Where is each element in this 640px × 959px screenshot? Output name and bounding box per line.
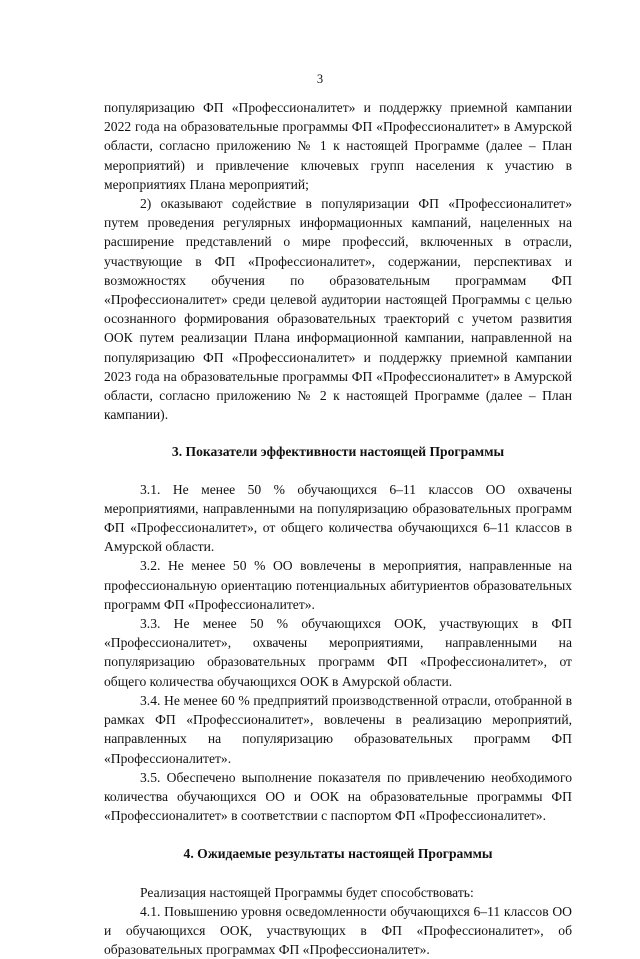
paragraph-3-5: 3.5. Обеспечено выполнение показателя по привлечению необходимого количества обучающихся ОО и ООК на образовательные программы ФП «Профессионалитет» в соответствии с паспортом ФП «Профессионалитет».	[104, 769, 572, 824]
paragraph-intro-continuation: популяризацию ФП «Профессионалитет» и поддержку приемной кампании 2022 года на образовательные программы ФП «Профессионалитет» в Амурской области, согласно приложению № 1 к настоящей Программе (далее – План мероприятий) и привлечение ключевых групп населения к участию в мероприятиях Плана мероприятий;	[104, 100, 572, 192]
paragraph-3-4: 3.4. Не менее 60 % предприятий производственной отрасли, отобранной в рамках ФП «Профессионалитет», вовлечены в реализацию мероприятий, направленных на популяризацию образовательных программ ФП «Профессионалитет».	[104, 692, 572, 766]
paragraph-3-2: 3.2. Не менее 50 % ОО вовлечены в мероприятия, направленные на профессиональную ориентацию потенциальных абитуриентов образовательных программ ФП «Профессионалитет».	[104, 558, 572, 612]
paragraph-3-1: 3.1. Не менее 50 % обучающихся 6–11 классов ОО охвачены мероприятиями, направленными на популяризацию образовательных программ ФП «Профессионалитет», от общего количества обучающихся 6–11 классов в Амурской области.	[104, 481, 572, 555]
document-body	[104, 98, 572, 959]
paragraph-3-3: 3.3. Не менее 50 % обучающихся ООК, участвующих в ФП «Профессионалитет», охвачены мероприятиями, направленными на популяризацию образовательных программ ФП «Профессионалитет», от общего количества обучающихся ООК в Амурской области.	[104, 616, 572, 689]
paragraph-item-2: 2) оказывают содействие в популяризации ФП «Профессионалитет» путем проведения регулярных информационных кампаний, нацеленных на расширение представлений о мире профессий, включенных в отрасли, участвующие в ФП «Профессионалитет», содержании, перспективах и возможностях обучения по образовательным программам ФП «Профессионалитет» среди целевой аудитории настоящей Программы с целью осознанного формирования образовательных траекторий с учетом развития ООК путем реализации Плана информационной кампании, направленной на популяризацию ФП «Профессионалитет» и поддержку приемной кампании 2023 года на образовательные программы ФП «Профессионалитет» в Амурской области, согласно приложению № 2 к настоящей Программе (далее – План кампании).	[104, 196, 572, 423]
section-4-heading: 4. Ожидаемые результаты настоящей Программы	[183, 846, 493, 862]
paragraph-4-1: 4.1. Повышению уровня осведомленности обучающихся 6–11 классов ОО и обучающихся ООК, участвующих в ФП «Профессионалитет», об образовательных программах ФП «Профессионалитет».	[104, 903, 572, 958]
section-3-heading: 3. Показатели эффективности настоящей Программы	[171, 444, 505, 460]
page-number: 3	[316, 72, 324, 86]
paragraph-4-lead: Реализация настоящей Программы будет способствовать:	[140, 884, 474, 900]
